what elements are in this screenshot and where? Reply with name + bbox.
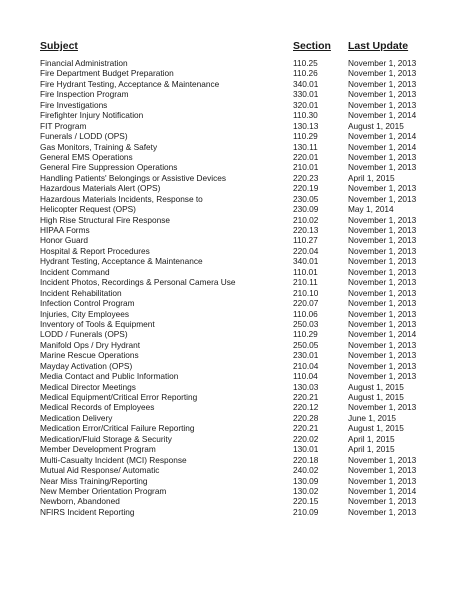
section-cell: 130.01 [293, 444, 319, 455]
section-cell: 220.28 [293, 412, 319, 423]
last-update-cell: November 1, 2013 [348, 308, 417, 319]
table-row [40, 402, 430, 412]
subject-cell: Infection Control Program [40, 298, 135, 309]
section-cell: 110.04 [293, 371, 318, 382]
section-cell: 110.29 [293, 329, 318, 340]
table-row [40, 486, 430, 496]
last-update-cell: August 1, 2015 [348, 381, 404, 392]
last-update-cell: November 1, 2013 [348, 350, 417, 361]
last-update-cell: August 1, 2015 [348, 120, 404, 131]
section-cell: 220.04 [293, 245, 319, 256]
table-row [40, 465, 430, 475]
section-cell: 210.09 [293, 506, 319, 517]
section-cell: 130.11 [293, 141, 318, 152]
subject-cell: High Rise Structural Fire Response [40, 214, 171, 225]
subject-cell: Fire Inspection Program [40, 89, 129, 100]
subject-cell: Medication Error/Critical Failure Reporting [40, 423, 195, 434]
section-cell: 210.10 [293, 287, 319, 298]
section-cell: 220.13 [293, 225, 319, 235]
subject-cell: Funerals / LODD (OPS) [40, 131, 128, 142]
subject-cell: Incident Command [40, 266, 110, 277]
subject-cell: Near Miss Training/Reporting [40, 475, 148, 486]
last-update-cell: November 1, 2013 [348, 475, 417, 486]
section-cell: 110.27 [293, 235, 318, 246]
table-row [40, 423, 430, 433]
section-cell: 110.26 [293, 68, 318, 79]
section-cell: 110.30 [293, 110, 318, 121]
section-cell: 230.05 [293, 193, 319, 204]
last-update-cell: November 1, 2013 [348, 68, 417, 79]
table-row [40, 89, 430, 99]
subject-cell: LODD / Funerals (OPS) [40, 329, 128, 340]
subject-cell: Medical Director Meetings [40, 381, 136, 392]
last-update-cell: November 1, 2013 [348, 318, 417, 329]
subject-cell: Marine Rescue Operations [40, 350, 139, 361]
last-update-cell: May 1, 2014 [348, 204, 394, 215]
last-update-cell: November 1, 2013 [348, 339, 417, 350]
subject-cell: Financial Administration [40, 58, 128, 68]
subject-cell: Gas Monitors, Training & Safety [40, 141, 158, 152]
subject-cell: Multi-Casualty Incident (MCI) Response [40, 454, 187, 465]
last-update-cell: November 1, 2013 [348, 277, 417, 288]
section-cell: 220.19 [293, 183, 319, 194]
table-row [40, 298, 430, 308]
table-row [40, 152, 430, 162]
last-update-cell: November 1, 2013 [348, 360, 417, 371]
subject-cell: Fire Investigations [40, 99, 108, 110]
last-update-cell: November 1, 2014 [348, 110, 417, 121]
section-column-header: Section [293, 40, 331, 52]
subject-cell: General EMS Operations [40, 151, 133, 162]
section-cell: 330.01 [293, 89, 319, 100]
table-row [40, 131, 430, 141]
section-cell: 220.02 [293, 433, 319, 444]
subject-cell: Inventory of Tools & Equipment [40, 318, 155, 329]
subject-cell: Hospital & Report Procedures [40, 245, 150, 256]
last-update-cell: June 1, 2015 [348, 412, 396, 423]
section-cell: 110.29 [293, 131, 318, 142]
table-row [40, 58, 430, 68]
last-update-cell: November 1, 2013 [348, 506, 417, 517]
table-row [40, 507, 430, 517]
table-row [40, 444, 430, 454]
subject-cell: General Fire Suppression Operations [40, 162, 178, 173]
last-update-cell: November 1, 2013 [348, 465, 417, 476]
last-update-cell: November 1, 2013 [348, 235, 417, 246]
last-update-cell: November 1, 2014 [348, 329, 417, 340]
section-cell: 210.04 [293, 360, 319, 371]
table-row [40, 277, 430, 287]
table-row [40, 350, 430, 360]
table-row [40, 340, 430, 350]
last-update-cell: November 1, 2013 [348, 89, 417, 100]
last-update-column-header: Last Update [348, 40, 409, 52]
last-update-cell: November 1, 2013 [348, 78, 417, 89]
subject-cell: Medication Delivery [40, 412, 113, 423]
section-cell: 130.03 [293, 381, 319, 392]
last-update-cell: November 1, 2013 [348, 298, 417, 309]
subject-cell: Fire Department Budget Preparation [40, 68, 174, 79]
last-update-cell: November 1, 2013 [348, 287, 417, 298]
subject-cell: Hazardous Materials Alert (OPS) [40, 183, 161, 194]
last-update-cell: November 1, 2013 [348, 214, 417, 225]
last-update-cell: November 1, 2014 [348, 141, 417, 152]
subject-cell: Fire Hydrant Testing, Acceptance & Maintenance [40, 78, 220, 89]
last-update-cell: November 1, 2013 [348, 371, 417, 382]
section-cell: 220.07 [293, 298, 319, 309]
subject-cell: Medical Equipment/Critical Error Reporting [40, 392, 198, 402]
section-cell: 220.01 [293, 151, 319, 162]
section-cell: 340.01 [293, 256, 319, 267]
last-update-cell: November 1, 2013 [348, 193, 417, 204]
table-row [40, 68, 430, 78]
table-row [40, 100, 430, 110]
section-cell: 320.01 [293, 99, 319, 110]
section-cell: 220.15 [293, 496, 319, 507]
last-update-cell: August 1, 2015 [348, 392, 404, 402]
last-update-cell: November 1, 2013 [348, 151, 417, 162]
table-row [40, 162, 430, 172]
section-cell: 220.21 [293, 392, 319, 402]
last-update-cell: April 1, 2015 [348, 172, 395, 183]
subject-cell: Media Contact and Public Information [40, 371, 179, 382]
table-row [40, 392, 430, 402]
table-row [40, 79, 430, 89]
table-row [40, 256, 430, 266]
section-cell: 210.02 [293, 214, 319, 225]
subject-cell: HIPAA Forms [40, 225, 90, 235]
table-row [40, 329, 430, 339]
section-cell: 220.23 [293, 172, 319, 183]
section-cell: 110.06 [293, 308, 318, 319]
section-cell: 220.18 [293, 454, 319, 465]
last-update-cell: November 1, 2013 [348, 99, 417, 110]
table-row [40, 142, 430, 152]
section-cell: 210.01 [293, 162, 319, 173]
section-cell: 250.05 [293, 339, 319, 350]
table-row [40, 413, 430, 423]
section-cell: 130.09 [293, 475, 319, 486]
subject-cell: Medical Records of Employees [40, 402, 155, 413]
subject-cell: Incident Rehabilitation [40, 287, 122, 298]
table-row [40, 309, 430, 319]
table-row [40, 194, 430, 204]
table-row [40, 183, 430, 193]
subject-cell: Newborn, Abandoned [40, 496, 120, 507]
section-cell: 240.02 [293, 465, 319, 476]
table-row [40, 267, 430, 277]
table-row [40, 371, 430, 381]
subject-cell: Member Development Program [40, 444, 156, 455]
table-row [40, 121, 430, 131]
table-row [40, 173, 430, 183]
subject-cell: Handling Patients' Belongings or Assistive Devices [40, 172, 227, 183]
subject-cell: Hazardous Materials Incidents, Response to [40, 193, 203, 204]
last-update-cell: November 1, 2013 [348, 183, 417, 194]
last-update-cell: November 1, 2014 [348, 131, 417, 142]
subject-cell: Manifold Ops / Dry Hydrant [40, 339, 141, 350]
subject-cell: Honor Guard [40, 235, 88, 246]
last-update-cell: November 1, 2013 [348, 225, 417, 235]
table-row [40, 361, 430, 371]
section-cell: 110.01 [293, 266, 318, 277]
table-row [40, 225, 430, 235]
subject-cell: Mayday Activation (OPS) [40, 360, 133, 371]
section-cell: 130.02 [293, 485, 319, 496]
table-row [40, 434, 430, 444]
last-update-cell: November 1, 2014 [348, 485, 417, 496]
section-cell: 340.01 [293, 78, 319, 89]
section-cell: 220.12 [293, 402, 319, 413]
section-cell: 210.11 [293, 277, 318, 288]
table-header [40, 40, 430, 57]
last-update-cell: November 1, 2013 [348, 256, 417, 267]
section-cell: 130.13 [293, 120, 319, 131]
last-update-cell: November 1, 2013 [348, 245, 417, 256]
last-update-cell: November 1, 2013 [348, 58, 417, 68]
table-row [40, 215, 430, 225]
subject-cell: NFIRS Incident Reporting [40, 506, 135, 517]
subject-cell: Injuries, City Employees [40, 308, 129, 319]
last-update-cell: November 1, 2013 [348, 266, 417, 277]
last-update-cell: April 1, 2015 [348, 444, 395, 455]
subject-cell: Incident Photos, Recordings & Personal Camera Use [40, 277, 236, 288]
section-cell: 230.09 [293, 204, 319, 215]
table-row [40, 496, 430, 506]
table-row [40, 110, 430, 120]
table-row [40, 476, 430, 486]
subject-cell: Medication/Fluid Storage & Security [40, 433, 172, 444]
last-update-cell: August 1, 2015 [348, 423, 404, 434]
last-update-cell: November 1, 2013 [348, 402, 417, 413]
table-row [40, 235, 430, 245]
table-row [40, 382, 430, 392]
table-row [40, 319, 430, 329]
subject-cell: Helicopter Request (OPS) [40, 204, 136, 215]
policy-list [40, 58, 430, 517]
section-cell: 220.21 [293, 423, 319, 434]
last-update-cell: November 1, 2013 [348, 454, 417, 465]
last-update-cell: November 1, 2013 [348, 162, 417, 173]
table-row [40, 246, 430, 256]
subject-cell: FIT Program [40, 120, 87, 131]
subject-cell: Hydrant Testing, Acceptance & Maintenance [40, 256, 203, 267]
table-row [40, 455, 430, 465]
section-cell: 250.03 [293, 318, 319, 329]
table-row [40, 288, 430, 298]
section-cell: 230.01 [293, 350, 319, 361]
table-row [40, 204, 430, 214]
last-update-cell: November 1, 2013 [348, 496, 417, 507]
last-update-cell: April 1, 2015 [348, 433, 395, 444]
subject-cell: Mutual Aid Response/ Automatic [40, 465, 160, 476]
section-cell: 110.25 [293, 58, 318, 68]
subject-cell: Firefighter Injury Notification [40, 110, 144, 121]
subject-column-header: Subject [40, 40, 78, 52]
policy-index-document [40, 40, 430, 517]
subject-cell: New Member Orientation Program [40, 485, 167, 496]
